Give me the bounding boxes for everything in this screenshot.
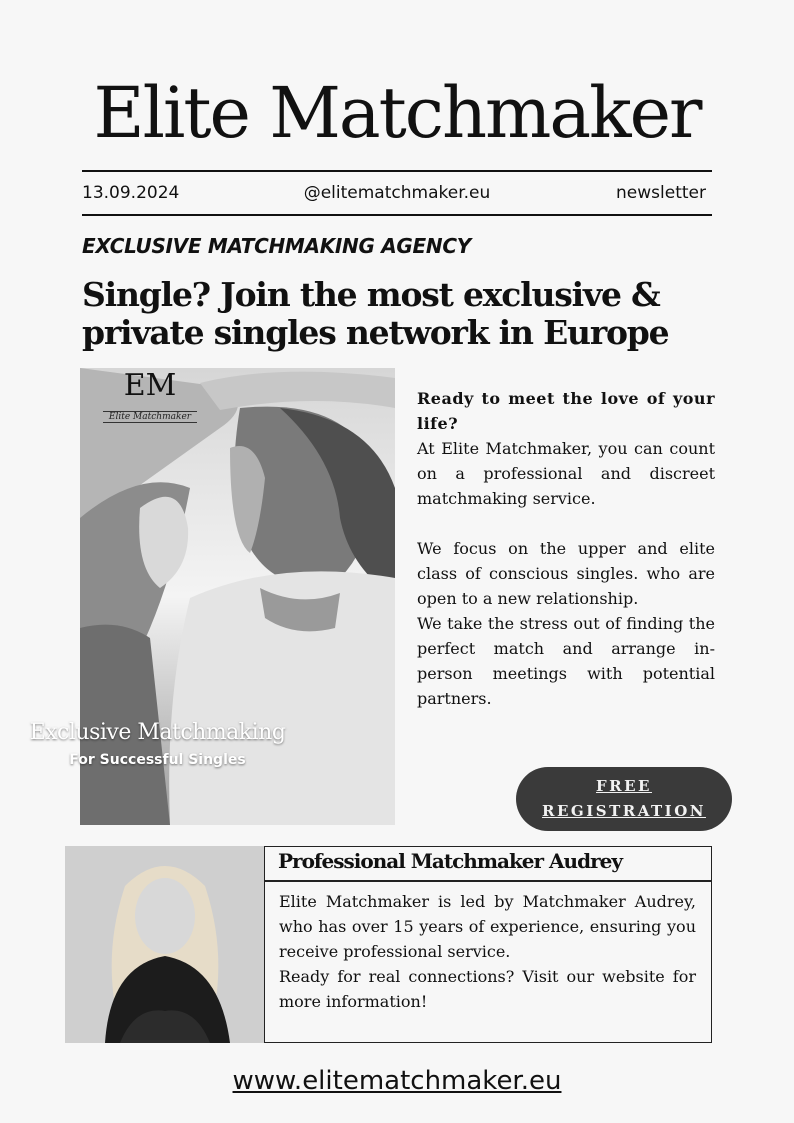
intro-paragraph-2: We focus on the upper and elite class of conscious singles. who are open to a new relationship. — [417, 539, 715, 608]
social-handle: @elitematchmaker.eu — [303, 183, 491, 203]
intro-paragraph-3: We take the stress out of finding the perfect match and arrange in-person meetings with potential partners. — [417, 614, 715, 708]
bio-title-rule — [264, 880, 712, 882]
photo-caption-subtitle: For Successful Singles — [69, 752, 246, 768]
logo-name: Elite Matchmaker — [103, 411, 197, 423]
bio-text — [279, 889, 696, 1014]
masthead-top-rule — [82, 170, 712, 172]
cta-line-2: REGISTRATION — [542, 802, 706, 820]
photo-caption-title: Exclusive Matchmaking — [29, 720, 286, 745]
headline: Single? Join the most exclusive & private singles network in Europe — [82, 275, 669, 352]
intro-column — [417, 386, 715, 711]
matchmaker-portrait — [65, 846, 265, 1043]
website-link[interactable]: www.elitematchmaker.eu — [232, 1066, 562, 1096]
portrait-illustration — [65, 846, 265, 1043]
section-kicker: EXCLUSIVE MATCHMAKING AGENCY — [82, 234, 471, 258]
intro-paragraph-1: At Elite Matchmaker, you can count on a professional and discreet matchmaking service. — [417, 439, 715, 508]
cta-line-1: FREE — [596, 777, 652, 795]
publication-type: newsletter — [616, 183, 706, 203]
bio-paragraph-1: Elite Matchmaker is led by Matchmaker Audrey, who has over 15 years of experience, ensuring you receive professional service. — [279, 892, 696, 961]
free-registration-button[interactable] — [516, 767, 732, 831]
masthead-bottom-rule — [82, 214, 712, 216]
agency-logo — [95, 368, 205, 423]
bio-title: Professional Matchmaker Audrey — [278, 849, 622, 873]
issue-date: 13.09.2024 — [82, 183, 180, 203]
logo-monogram: EM — [123, 368, 177, 403]
bio-paragraph-2: Ready for real connections? Visit our website for more information! — [279, 967, 696, 1011]
masthead-title: Elite Matchmaker — [93, 72, 701, 154]
intro-lead: Ready to meet the love of your life? — [417, 389, 715, 433]
